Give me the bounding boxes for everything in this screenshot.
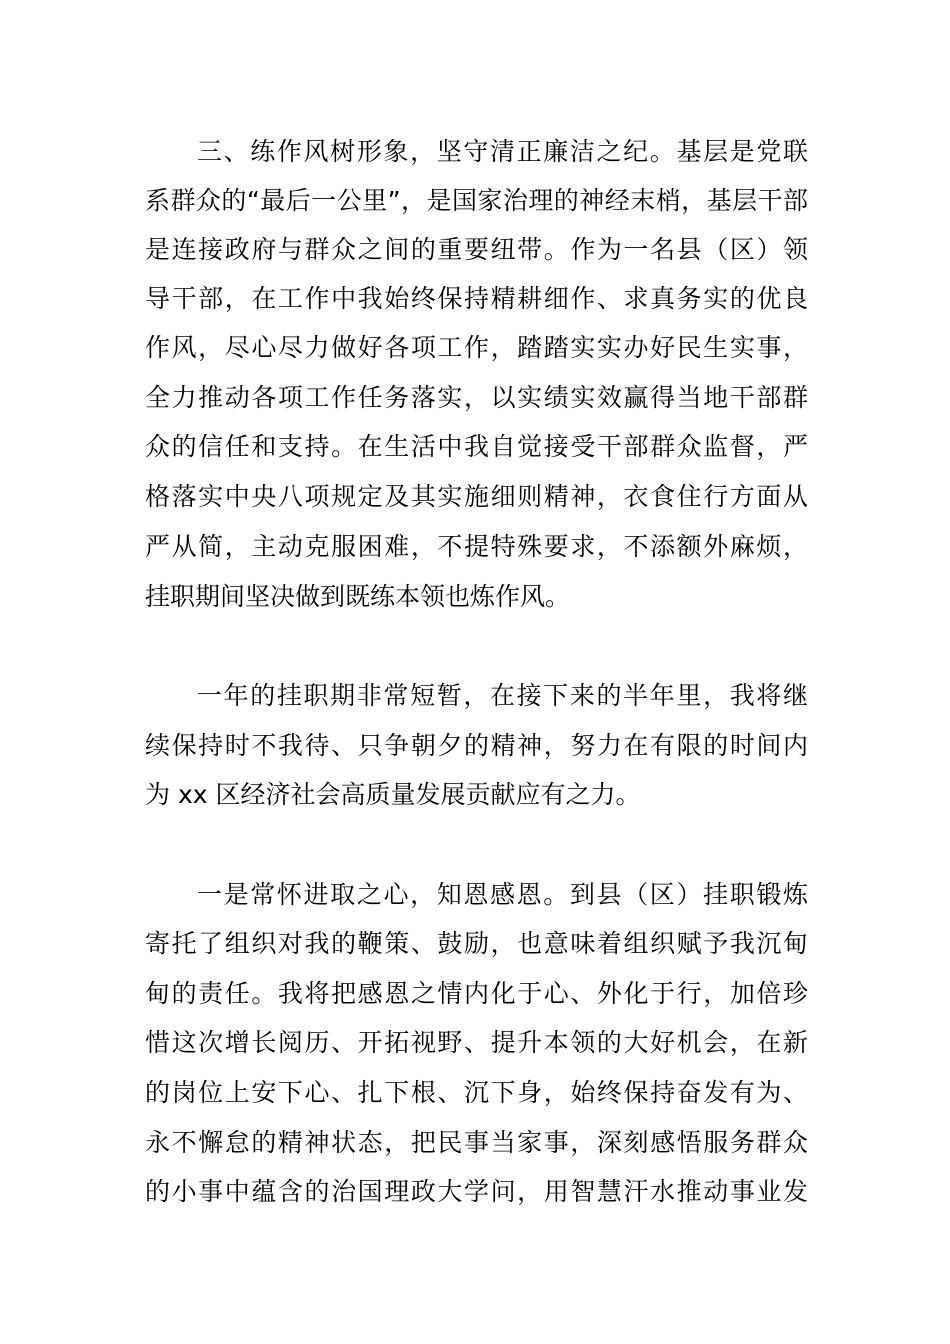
- text-line: 续保持时不我待、只争朝夕的精神，努力在有限的时间内: [145, 731, 808, 760]
- text-line: 是连接政府与群众之间的重要纽带。作为一名县（区）领: [145, 235, 808, 264]
- text-line: 格落实中央八项规定及其实施细则精神，衣食住行方面从: [145, 482, 808, 511]
- text-line: 的小事中蕴含的治国理政大学问，用智慧汗水推动事业发: [145, 1177, 808, 1206]
- text-line: 寄托了组织对我的鞭策、鼓励，也意味着组织赋予我沉甸: [145, 929, 808, 958]
- text-line: 作风，尽心尽力做好各项工作，踏踏实实办好民生实事，: [145, 333, 808, 362]
- text-line: 导干部，在工作中我始终保持精耕细作、求真务实的优良: [145, 284, 808, 313]
- text-line: 挂职期间坚决做到既练本领也炼作风。: [145, 582, 571, 611]
- text-line: 永不懈怠的精神状态，把民事当家事，深刻感悟服务群众: [145, 1128, 808, 1157]
- text-line: 系群众的“最后一公里”，是国家治理的神经末梢，基层干部: [145, 186, 808, 215]
- text-line: 严从简，主动克服困难，不提特殊要求，不添额外麻烦，: [145, 532, 808, 561]
- text-line: 一是常怀进取之心，知恩感恩。到县（区）挂职锻炼: [197, 880, 808, 909]
- text-line: 为 xx 区经济社会高质量发展贡献应有之力。: [145, 780, 641, 809]
- text-line: 全力推动各项工作任务落实，以实绩实效赢得当地干部群: [145, 383, 808, 412]
- text-line: 众的信任和支持。在生活中我自觉接受干部群众监督，严: [145, 432, 808, 461]
- text-line: 甸的责任。我将把感恩之情内化于心、外化于行，加倍珍: [145, 979, 808, 1008]
- text-line: 的岗位上安下心、扎下根、沉下身，始终保持奋发有为、: [145, 1078, 808, 1107]
- text-line: 一年的挂职期非常短暂，在接下来的半年里，我将继: [197, 681, 808, 710]
- text-line: 三、练作风树形象，坚守清正廉洁之纪。基层是党联: [197, 137, 808, 166]
- text-line: 惜这次增长阅历、开拓视野、提升本领的大好机会，在新: [145, 1028, 808, 1057]
